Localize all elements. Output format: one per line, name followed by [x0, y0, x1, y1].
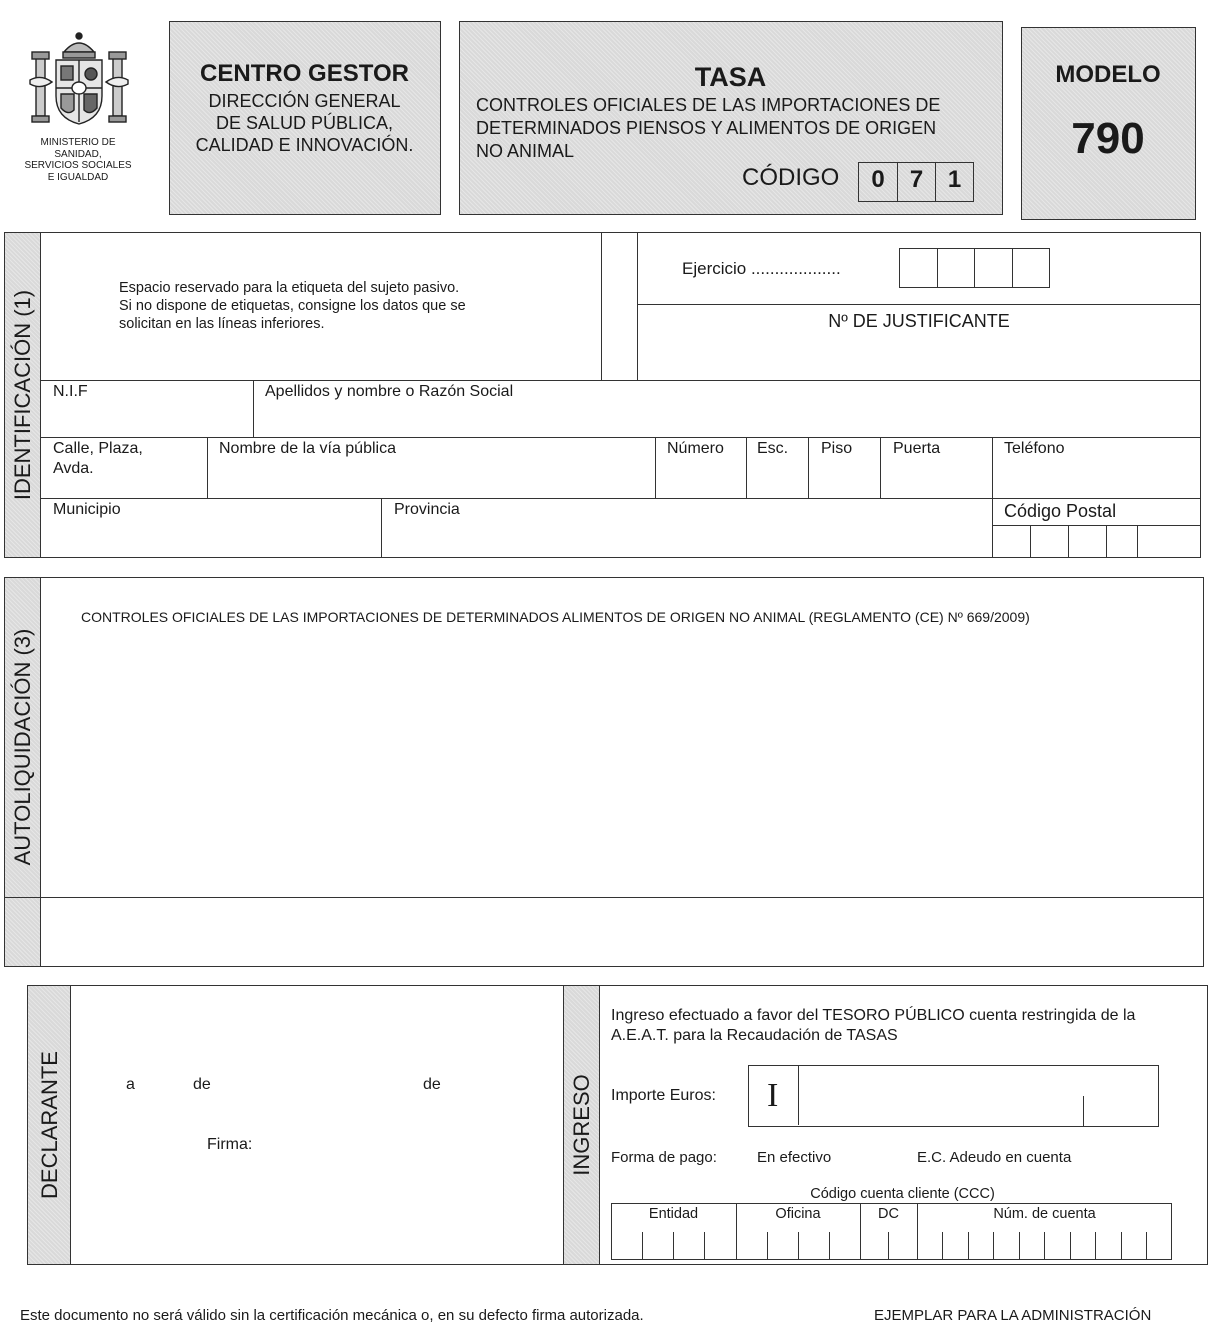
ingreso-side-label: INGRESO	[569, 1074, 594, 1176]
ejercicio-label: Ejercicio ...................	[682, 259, 841, 278]
ccc-oficina-field[interactable]	[738, 1230, 858, 1258]
ministry-name	[10, 137, 146, 183]
ingreso-intro-line: Ingreso efectuado a favor del TESORO PÚBLICO cuenta restringida de la	[611, 1007, 1136, 1024]
telefono-label: Teléfono	[1004, 440, 1065, 457]
centro-gestor-box	[169, 21, 441, 215]
ccc-col-entidad: Entidad	[648, 1206, 699, 1222]
via-field[interactable]	[210, 462, 652, 496]
centro-gestor-line: DIRECCIÓN GENERAL	[208, 91, 401, 111]
autoliquidacion-title: CONTROLES OFICIALES DE LAS IMPORTACIONES DE DETERMINADOS ALIMENTOS DE ORIGEN NO ANIMAL (REGLAMENTO (CE) Nº 669/2009)	[81, 609, 1030, 625]
codigo-label: CÓDIGO	[742, 164, 840, 191]
autoliquidacion-content-area[interactable]	[44, 640, 1200, 894]
numero-field[interactable]	[658, 462, 744, 496]
esc-label: Esc.	[757, 440, 789, 457]
nif-field[interactable]	[44, 402, 250, 436]
ministry-line: SANIDAD,	[54, 148, 102, 160]
footer-note: Este documento no será válido sin la certificación mecánica o, en su defecto firma autorizada.	[20, 1307, 644, 1324]
declarante-de-2: de	[423, 1076, 441, 1093]
puerta-label: Puerta	[893, 440, 941, 457]
piso-field[interactable]	[811, 462, 878, 496]
importe-prefix: I	[767, 1077, 779, 1114]
calle-label: Calle, Plaza,	[53, 440, 143, 457]
justificante-label: Nº DE JUSTIFICANTE	[828, 311, 1010, 331]
codigo-postal-field[interactable]	[995, 528, 1198, 556]
provincia-field[interactable]	[384, 522, 990, 556]
justificante-field[interactable]	[640, 334, 1198, 378]
centro-gestor-line: CALIDAD E INNOVACIÓN.	[195, 135, 414, 155]
codigo-digit: 7	[897, 162, 936, 202]
tasa-title: TASA	[694, 62, 767, 92]
tasa-line: NO ANIMAL	[476, 141, 575, 161]
ccc-col-oficina: Oficina	[775, 1206, 821, 1222]
ejercicio-digit-field[interactable]	[899, 248, 938, 288]
declarante-de-1: de	[193, 1076, 211, 1093]
calle-label: Avda.	[53, 460, 94, 477]
tasa-line: DETERMINADOS PIENSOS Y ALIMENTOS DE ORIGEN	[476, 118, 937, 138]
ccc-label: Código cuenta cliente (CCC)	[810, 1186, 995, 1202]
etiqueta-line: Espacio reservado para la etiqueta del sujeto pasivo.	[119, 280, 460, 296]
ingreso-intro-line: A.E.A.T. para la Recaudación de TASAS	[611, 1027, 898, 1044]
declarante-section	[27, 985, 564, 1265]
apellidos-label: Apellidos y nombre o Razón Social	[265, 383, 514, 400]
centro-gestor-title: CENTRO GESTOR	[200, 60, 409, 87]
esc-field[interactable]	[749, 462, 806, 496]
importe-label: Importe Euros:	[611, 1087, 716, 1104]
municipio-label: Municipio	[53, 501, 121, 518]
ccc-col-num-cuenta: Núm. de cuenta	[993, 1206, 1096, 1222]
etiqueta-line: Si no dispone de etiquetas, consigne los datos que se	[119, 298, 466, 314]
importe-field[interactable]	[748, 1065, 1159, 1127]
provincia-label: Provincia	[394, 501, 460, 518]
apellidos-field[interactable]	[256, 402, 1198, 436]
telefono-field[interactable]	[995, 462, 1198, 496]
codigo-digit: 0	[858, 162, 898, 202]
ministry-line: E IGUALDAD	[47, 171, 109, 183]
footer-copy: EJEMPLAR PARA LA ADMINISTRACIÓN	[874, 1307, 1152, 1324]
tasa-line: CONTROLES OFICIALES DE LAS IMPORTACIONES DE	[476, 95, 941, 115]
ccc-dc-field[interactable]	[862, 1230, 915, 1258]
firma-field[interactable]	[270, 1130, 550, 1190]
declarante-a: a	[126, 1076, 135, 1093]
ccc-col-dc: DC	[878, 1206, 899, 1222]
ministry-line: SERVICIOS SOCIALES	[24, 160, 132, 171]
identificacion-side-label: IDENTIFICACIÓN (1)	[10, 289, 35, 501]
ccc-entidad-field[interactable]	[613, 1230, 734, 1258]
piso-label: Piso	[821, 440, 853, 457]
forma-pago-label: Forma de pago:	[611, 1149, 717, 1166]
ejercicio-digit-field[interactable]	[937, 248, 975, 288]
puerta-field[interactable]	[883, 462, 990, 496]
modelo-box	[1021, 27, 1196, 220]
nif-label: N.I.F	[53, 383, 88, 400]
numero-label: Número	[667, 440, 724, 457]
adeudo-option[interactable]: E.C. Adeudo en cuenta	[917, 1149, 1072, 1166]
centro-gestor-line: DE SALUD PÚBLICA,	[215, 113, 394, 133]
modelo-label: MODELO	[1055, 61, 1161, 88]
ministry-line: MINISTERIO DE	[40, 137, 116, 148]
firma-label: Firma:	[207, 1136, 253, 1153]
coat-of-arms-logo	[26, 30, 132, 130]
via-label: Nombre de la vía pública	[219, 440, 396, 457]
autoliquidacion-side-label: AUTOLIQUIDACIÓN (3)	[10, 628, 35, 866]
ccc-num-cuenta-field[interactable]	[919, 1230, 1170, 1258]
tasa-box	[459, 21, 1003, 215]
codigo-digit: 1	[935, 162, 974, 202]
codigo-postal-label: Código Postal	[1004, 501, 1117, 521]
etiqueta-line: solicitan en las líneas inferiores.	[119, 316, 325, 332]
modelo-number: 790	[1071, 114, 1145, 163]
ejercicio-digit-field[interactable]	[974, 248, 1013, 288]
ejercicio-digit-field[interactable]	[1012, 248, 1050, 288]
efectivo-option[interactable]: En efectivo	[757, 1149, 832, 1166]
declarante-side-label: DECLARANTE	[37, 1051, 62, 1199]
municipio-field[interactable]	[44, 522, 379, 556]
